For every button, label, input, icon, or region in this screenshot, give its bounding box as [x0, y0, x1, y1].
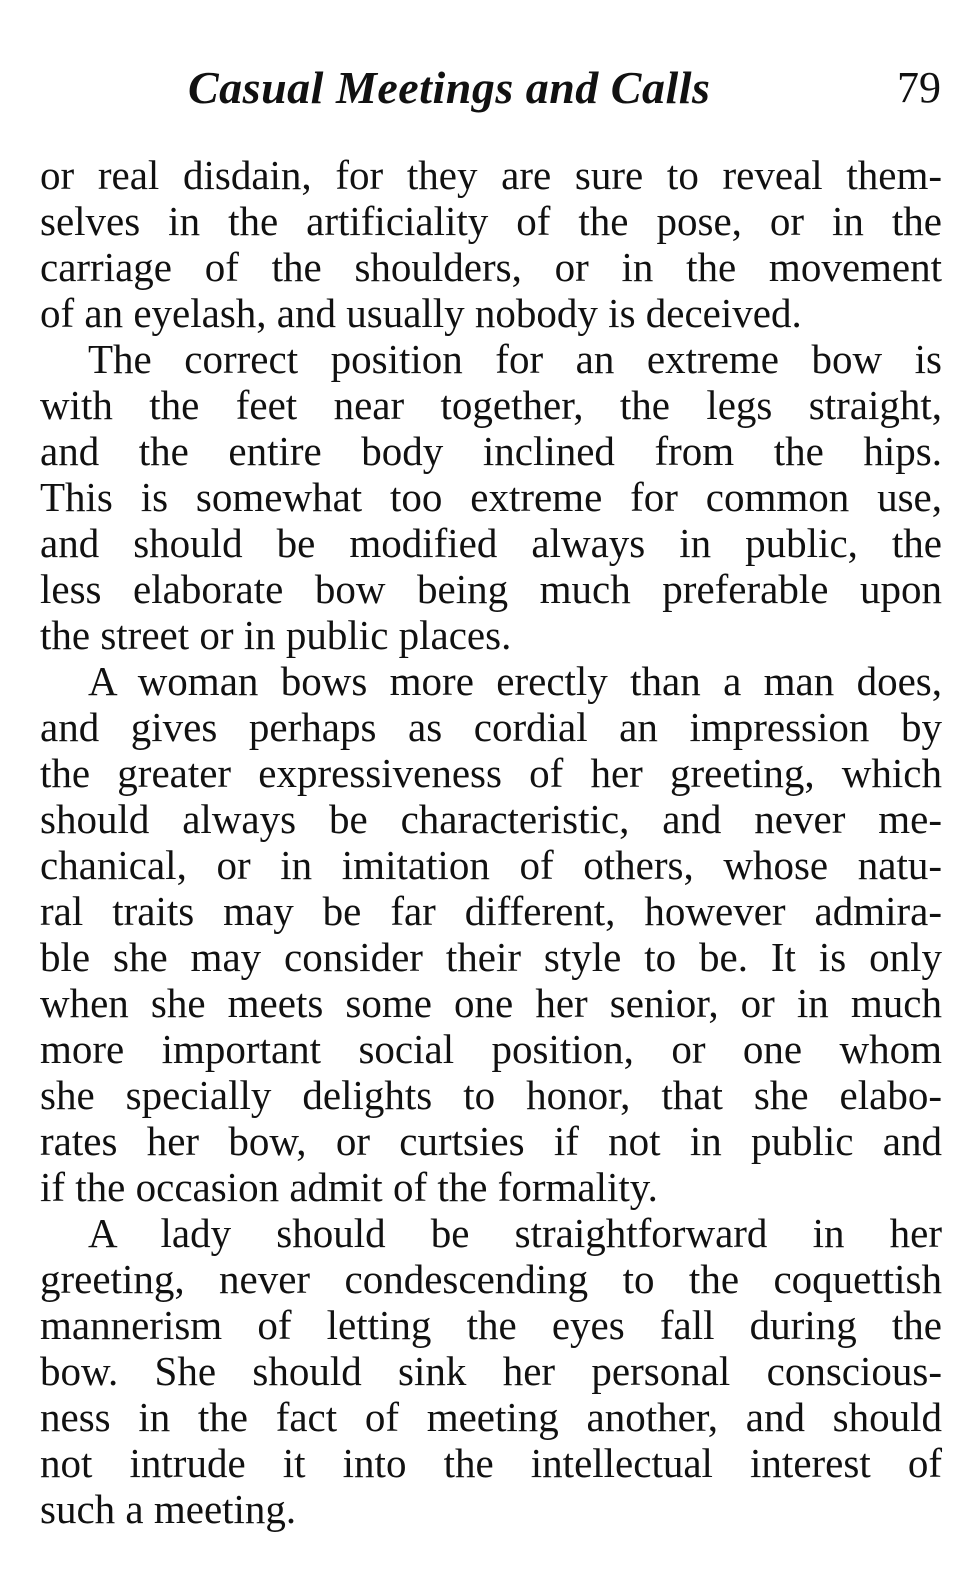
text-line: if the occasion admit of the formality. — [40, 1164, 658, 1210]
text-line: ness in the fact of meeting another, and should — [40, 1394, 942, 1440]
text-line: rates her bow, or curtsies if not in public and — [40, 1118, 942, 1164]
paragraph-first-line: The correct position for an extreme bow is — [88, 336, 942, 382]
text-line: and the entire body inclined from the hips. — [40, 428, 942, 474]
text-line: when she meets some one her senior, or in much — [40, 980, 942, 1026]
text-line: ble she may consider their style to be. It is only — [40, 934, 942, 980]
text-line: such a meeting. — [40, 1486, 297, 1532]
text-line: the street or in public places. — [40, 612, 512, 658]
paragraph-first-line: A lady should be straightforward in her — [88, 1210, 942, 1256]
text-line: should always be characteristic, and never me- — [40, 796, 942, 842]
text-line: greeting, never condescending to the coquettish — [40, 1256, 942, 1302]
running-title: Casual Meetings and Calls — [188, 62, 711, 113]
text-line: or real disdain, for they are sure to reveal them- — [40, 152, 942, 198]
text-line: bow. She should sink her personal conscious- — [40, 1348, 942, 1394]
text-line: mannerism of letting the eyes fall during the — [40, 1302, 942, 1348]
text-line: she specially delights to honor, that she elabo- — [40, 1072, 942, 1118]
text-line: the greater expressiveness of her greeting, which — [40, 750, 942, 796]
text-line: with the feet near together, the legs straight, — [40, 382, 942, 428]
text-line: less elaborate bow being much preferable upon — [40, 566, 942, 612]
text-line: selves in the artificiality of the pose, or in the — [40, 198, 942, 244]
text-line: more important social position, or one whom — [40, 1026, 942, 1072]
text-line: chanical, or in imitation of others, whose natu- — [40, 842, 942, 888]
text-line: and should be modified always in public, the — [40, 520, 942, 566]
body-text — [40, 152, 942, 1532]
text-line: of an eyelash, and usually nobody is deceived. — [40, 290, 802, 336]
text-line: and gives perhaps as cordial an impression by — [40, 704, 942, 750]
text-line: carriage of the shoulders, or in the movement — [40, 244, 942, 290]
text-line: not intrude it into the intellectual interest of — [40, 1440, 942, 1486]
text-line: This is somewhat too extreme for common use, — [40, 474, 942, 520]
running-head — [40, 58, 941, 118]
text-line: ral traits may be far different, however admira- — [40, 888, 942, 934]
page-number: 79 — [897, 63, 941, 112]
paragraph-first-line: A woman bows more erectly than a man does, — [88, 658, 942, 704]
